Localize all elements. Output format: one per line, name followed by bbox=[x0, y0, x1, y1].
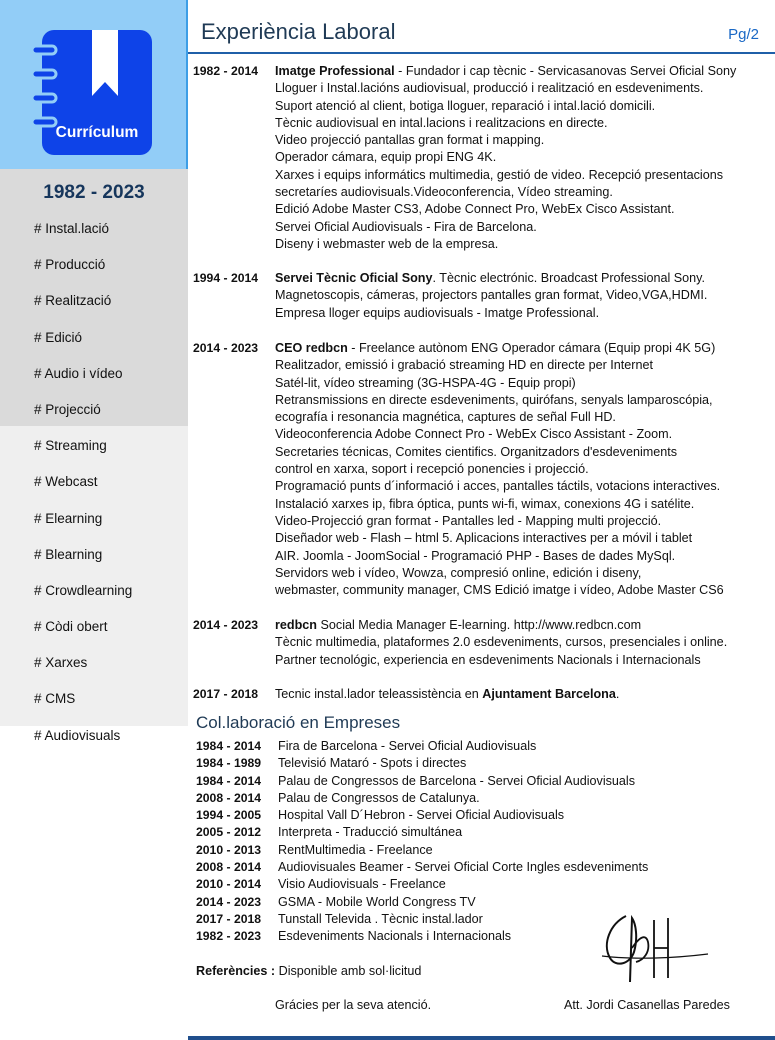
title-divider bbox=[188, 52, 775, 54]
experience-line: secretaríes audiovisuals.Videoconferencia, Vídeo streaming. bbox=[275, 185, 613, 200]
experience-description: Servei Tècnic Oficial Sony. Tècnic electrónic. Broadcast Professional Sony. Magnetoscopis, cámeras, projectors pantalles gran format, Video,VGA,HDMI. Empresa lloger equips audiovisuals - Imatge Professional. bbox=[275, 270, 775, 322]
experience-line: Operador cámara, equip propi ENG 4K. bbox=[275, 150, 497, 165]
experience-line: Tècnic audiovisual en intal.lacions i realitzacions en directe. bbox=[275, 115, 608, 130]
experience-line: Partner tecnológic, experiencia en esdeveniments Nacionals i Internacionals bbox=[275, 652, 701, 667]
references bbox=[196, 964, 421, 978]
tag-item: # Xarxes bbox=[34, 655, 88, 671]
signature-name: Att. Jordi Casanellas Paredes bbox=[564, 998, 730, 1012]
tag-item: # Còdi obert bbox=[34, 619, 108, 635]
experience-line: Instalació xarxes ip, fibra óptica, punts wi-fi, wimax, conexions 4G i satélite. bbox=[275, 496, 695, 511]
collab-row: 2008 - 2014 Audiovisuales Beamer - Servei Oficial Corte Ingles esdeveniments bbox=[196, 860, 649, 875]
tag-item: # Elearning bbox=[34, 510, 103, 526]
collab-row: 2017 - 2018 Tunstall Televida . Tècnic instal.lador bbox=[196, 911, 483, 926]
collab-row: 2010 - 2013 RentMultimedia - Freelance bbox=[196, 842, 433, 857]
collab-row: 1984 - 2014 Fira de Barcelona - Servei Oficial Audiovisuals bbox=[196, 739, 537, 753]
experience-line: Empresa lloger equips audiovisuals - Imatge Professional. bbox=[275, 305, 600, 320]
main-content bbox=[188, 0, 775, 1040]
experience-line: Secretaries técnicas, Comites cientifics. Organitzadors d'esdeveniments bbox=[275, 444, 678, 459]
bookmark-icon bbox=[90, 30, 120, 98]
experience-line: Satél-lit, vídeo streaming (3G-HSPA-4G - Equip propi) bbox=[275, 375, 576, 390]
experience-org: redbcn bbox=[275, 618, 317, 632]
experience-line: Programació punts d´informació i acces, pantalles táctils, votacions interactives. bbox=[275, 479, 721, 494]
references-label: Referències : bbox=[196, 964, 276, 978]
tag-item: # Realització bbox=[34, 293, 112, 309]
experience-line: Diseñador web - Flash – html 5. Aplicacions interactives per a móvil i tablet bbox=[275, 531, 693, 546]
notebook-icon bbox=[42, 30, 152, 155]
collab-row: 2005 - 2012 Interpreta - Traducció simultánea bbox=[196, 825, 463, 840]
tag-item: # Audiovisuals bbox=[34, 727, 121, 743]
experience-description: redbcn Social Media Manager E-learning. http://www.redbcn.com Tècnic multimedia, plataformes 2.0 esdeveniments, cursos, presenciales i online. Partner tecnológic, experiencia en esdeveniments Nacionals i Internacionals bbox=[275, 617, 775, 669]
experience-years: 1982 - 2014 bbox=[193, 64, 259, 78]
experience-line: Video projecció pantallas gran format i mapping. bbox=[275, 133, 545, 148]
experience-line: Suport atenció al client, botiga lloguer, reparació i intal.lació domicili. bbox=[275, 98, 656, 113]
collab-row: 1984 - 2014 Palau de Congressos de Barcelona - Servei Oficial Audiovisuals bbox=[196, 773, 636, 788]
collab-row: 2010 - 2014 Visio Audiovisuals - Freelance bbox=[196, 877, 446, 892]
tag-item: # Instal.lació bbox=[34, 221, 110, 236]
collab-row: 2014 - 2023 GSMA - Mobile World Congress TV bbox=[196, 894, 476, 909]
experience-line: Lloguer i Instal.lacións audiovisual, producció i realització en esdeveniments. bbox=[275, 81, 704, 96]
tag-item: # CMS bbox=[34, 691, 76, 707]
experience-years: 2017 - 2018 bbox=[193, 687, 259, 701]
experience-years: 1994 - 2014 bbox=[193, 271, 259, 285]
experience-org: Imatge Professional bbox=[275, 64, 395, 78]
references-text: Disponible amb sol·licitud bbox=[275, 964, 422, 978]
tag-item: # Webcast bbox=[34, 474, 98, 490]
experience-line: Video-Projecció gran format - Pantalles led - Mapping multi projecció. bbox=[275, 513, 662, 528]
experience-line: Tècnic multimedia, plataformes 2.0 esdeveniments, cursos, presenciales i online. bbox=[275, 635, 728, 650]
experience-description: Tecnic instal.lador teleassistència en Ajuntament Barcelona. bbox=[275, 687, 620, 701]
sidebar bbox=[0, 0, 188, 1040]
tag-item: # Streaming bbox=[34, 438, 107, 454]
experience-line: Servei Oficial Audiovisuals - Fira de Barcelona. bbox=[275, 219, 537, 234]
experience-years: 2014 - 2023 bbox=[193, 618, 259, 632]
page-number: Pg/2 bbox=[728, 26, 759, 43]
logo-label: Currículum bbox=[55, 124, 139, 141]
experience-line: control en xarxa, soport i recepció ponencies i projecció. bbox=[275, 462, 589, 477]
tag-item: # Projecció bbox=[34, 401, 101, 417]
bottom-divider bbox=[188, 1036, 775, 1040]
tag-list bbox=[34, 220, 132, 763]
experience-line: Edició Adobe Master CS3, Adobe Connect Pro, WebEx Cisco Assistant. bbox=[275, 202, 675, 217]
experience-description: CEO redbcn - Freelance autònom ENG Operador cámara (Equip propi 4K 5G) Realitzador, emissió i grabació streaming HD en directe per Internet Satél-lit, vídeo streaming (3G-HSPA-4G - Equip propi) Retransmissions en directe esdeveniments, quirófans, senyals lamparoscópia, ecografía i resonancia magnética, captures de señal Full HD. Videoconferencia Adobe Connect Pro - WebEx Cisco Assistant - Zoom. Secretaries técnicas, Comites cientifics. Organitzadors d'esdeveniments control en xarxa, soport i recepció ponencies i projecció. Programació punts d´informació i acces, pantalles táctils, votacions interactives. Instalació xarxes ip, fibra óptica, punts wi-fi, wimax, conexions 4G i satélite. Video-Projecció gran format - Pantalles led - Mapping multi projecció. Diseñador web - Flash – html 5. Aplicacions interactives per a móvil i tablet AIR. Joomla - JoomSocial - Programació PHP - Bases de dades MySql. Servidors web i vídeo, Wowza, compresió online, edición i diseny, webmaster, community manager, CMS Edició imatge i vídeo, Adobe Master CS6 bbox=[275, 340, 775, 599]
experience-line: Servidors web i vídeo, Wowza, compresió online, edición i diseny, bbox=[275, 565, 642, 580]
experience-description: Imatge Professional - Fundador i cap tècnic - Servicasanovas Servei Oficial Sony Lloguer i Instal.lacións audiovisual, producció i realització en esdeveniments. Suport atenció al client, botiga lloguer, reparació i intal.lació domicili. Tècnic audiovisual en intal.lacions i realitzacions en directe. Video projecció pantallas gran format i mapping. Operador cámara, equip propi ENG 4K. Xarxes i equips informátics multimedia, gestió de video. Recepció presentacions secretaríes audiovisuals.Videoconferencia, Vídeo streaming. Edició Adobe Master CS3, Adobe Connect Pro, WebEx Cisco Assistant. Servei Oficial Audiovisuals - Fira de Barcelona. Diseny i webmaster web de la empresa. bbox=[275, 63, 775, 253]
experience-line: ecografía i resonancia magnética, captures de señal Full HD. bbox=[275, 410, 616, 425]
collab-row: 1984 - 1989 Televisió Mataró - Spots i directes bbox=[196, 756, 467, 771]
experience-line: Xarxes i equips informátics multimedia, gestió de video. Recepció presentacions bbox=[275, 167, 724, 182]
thanks-text: Grácies per la seva atenció. bbox=[275, 998, 432, 1012]
tag-item: # Blearning bbox=[34, 546, 103, 562]
tag-item: # Producció bbox=[34, 257, 106, 273]
experience-org: Servei Tècnic Oficial Sony bbox=[275, 271, 433, 285]
experience-line: Magnetoscopis, cámeras, projectors pantalles gran format, Video,VGA,HDMI. bbox=[275, 288, 708, 303]
signature-icon bbox=[596, 908, 716, 988]
experience-line: AIR. Joomla - JoomSocial - Programació PHP - Bases de dades MySql. bbox=[275, 548, 676, 563]
tag-item: # Audio i vídeo bbox=[34, 365, 123, 381]
logo-panel bbox=[0, 0, 188, 169]
experience-line: webmaster, community manager, CMS Edició imatge i vídeo, Adobe Master CS6 bbox=[275, 583, 724, 598]
experience-line: Diseny i webmaster web de la empresa. bbox=[275, 236, 499, 251]
experience-org: CEO redbcn bbox=[275, 341, 348, 355]
experience-line: Retransmissions en directe esdeveniments, quirófans, senyals lamparoscópia, bbox=[275, 392, 713, 407]
collab-heading: Col.laboració en Empreses bbox=[196, 713, 401, 732]
collab-row: 2008 - 2014 Palau de Congressos de Catalunya. bbox=[196, 790, 480, 805]
collab-row: 1994 - 2005 Hospital Vall D´Hebron - Servei Oficial Audiovisuals bbox=[196, 808, 565, 823]
page-title: Experiència Laboral bbox=[201, 19, 396, 44]
tag-item: # Edició bbox=[34, 329, 83, 345]
experience-org: Ajuntament Barcelona bbox=[482, 687, 616, 701]
collab-row: 1982 - 2023 Esdeveniments Nacionals i Internacionals bbox=[196, 929, 512, 944]
tag-item: # Crowdlearning bbox=[34, 582, 133, 598]
experience-line: Realitzador, emissió i grabació streaming HD en directe per Internet bbox=[275, 358, 653, 373]
sidebar-years: 1982 - 2023 bbox=[43, 182, 145, 203]
experience-line: Videoconferencia Adobe Connect Pro - WebEx Cisco Assistant - Zoom. bbox=[275, 427, 673, 442]
experience-years: 2014 - 2023 bbox=[193, 341, 259, 355]
